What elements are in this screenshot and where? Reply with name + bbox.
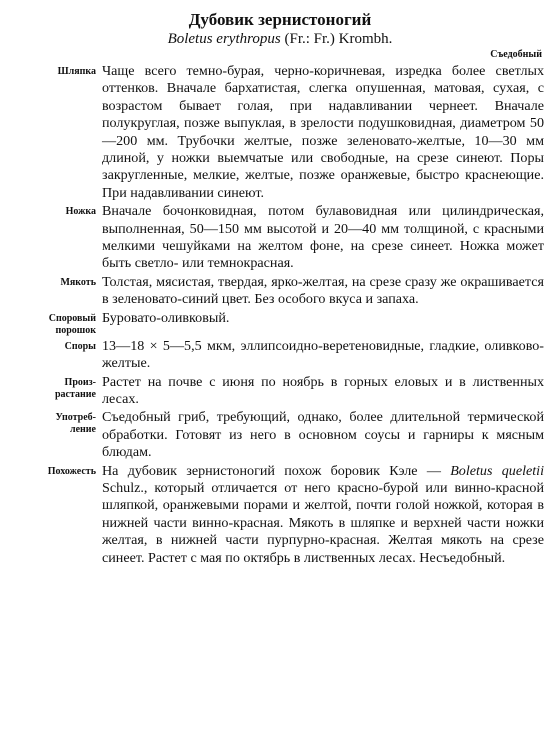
section-spores: [16, 338, 544, 373]
section-usage: [16, 409, 544, 461]
section-label: [16, 374, 102, 401]
label-line: растание: [55, 388, 96, 400]
latin-binomial: Boletus queletii: [450, 462, 544, 479]
label-line: Произ-: [64, 376, 96, 388]
label-line: Употреб-: [55, 412, 96, 424]
section-text: 13—18 × 5—5,5 мкм, эллипсоидно-веретеновидные, гладкие, оливково-желтые.: [102, 337, 544, 372]
text-part: Schulz., который отличается от него красно-бурой или винно-красной шляпкой, оранжевыми порами и желтой, почти голой ножкой, которая в нижней части винно-красная. Мякоть в шляпке и верхней части ножки желтая, в нижней части пурпурно-красная. Желтая мякоть на срезе синеет. Растет с мая по октябрь в лиственных лесах. Несъедобный.: [102, 479, 544, 566]
section-flesh: [16, 274, 544, 309]
section-text: Съедобный гриб, требующий, однако, более длительной термической обработки. Готовят из него в основном соусы и гарниры к мясным блюдам.: [102, 409, 544, 461]
section-text: Растет на почве с июня по ноябрь в горных еловых и в лиственных лесах.: [102, 373, 544, 407]
section-similarity: [16, 463, 544, 567]
section-label: [16, 310, 102, 337]
section-text: [102, 463, 544, 567]
latin-binomial: Boletus erythropus: [167, 31, 281, 47]
section-label: Мякоть: [60, 276, 96, 288]
edibility-note: Съедобный: [490, 49, 542, 60]
section-label: Ножка: [65, 206, 96, 218]
section-text: Толстая, мясистая, твердая, ярко-желтая, на срезе сразу же окрашивается в зеленовато-синий цвет. Без особого вкуса и запаха.: [102, 273, 544, 308]
section-cap: [16, 63, 544, 202]
section-spore-print: [16, 310, 544, 337]
section-stem: [16, 203, 544, 273]
species-title: Дубовик зернистоногий: [188, 10, 372, 29]
section-growth: [16, 374, 544, 409]
label-line: ление: [69, 424, 96, 436]
species-latin-name: [16, 30, 544, 49]
section-label: [16, 409, 102, 436]
section-text: Вначале бочонковидная, потом булавовидная или цилиндрическая, выполненная, 50—150 мм высотой и 20—40 мм толщиной, с красными мелкими чешуйками на желтом фоне, на срезе синеет. Ножка может быть светло- или темнокрасная.: [102, 203, 544, 272]
text-part: На дубовик зернистоногий похож боровик Кэле —: [102, 462, 451, 479]
section-text: Буровато-оливковый.: [102, 309, 230, 326]
label-line: порошок: [55, 324, 96, 336]
section-label: Похожесть: [47, 465, 96, 477]
author-citation: (Fr.: Fr.) Krombh.: [280, 31, 393, 47]
section-label: Споры: [64, 340, 96, 352]
section-text: Чаще всего темно-бурая, черно-коричневая, изредка более светлых оттенков. Вначале бархатистая, слегка опушенная, матовая, сухая, с возрастом бывает голая, при надавливании чернеет. Вначале полукруглая, позже выпуклая, в зрелости подушковидная, диаметром 50—200 мм. Трубочки желтые, позже зеленовато-желтые, 10—30 мм длиной, у ножки выемчатые или свободные, на срезе синеют. Поры закругленные, мелкие, желтые, позже оранжевые, быстро краснеющие. При надавливании синеют.: [102, 63, 544, 201]
section-label: Шляпка: [57, 66, 96, 77]
label-line: Споровый: [48, 312, 96, 324]
